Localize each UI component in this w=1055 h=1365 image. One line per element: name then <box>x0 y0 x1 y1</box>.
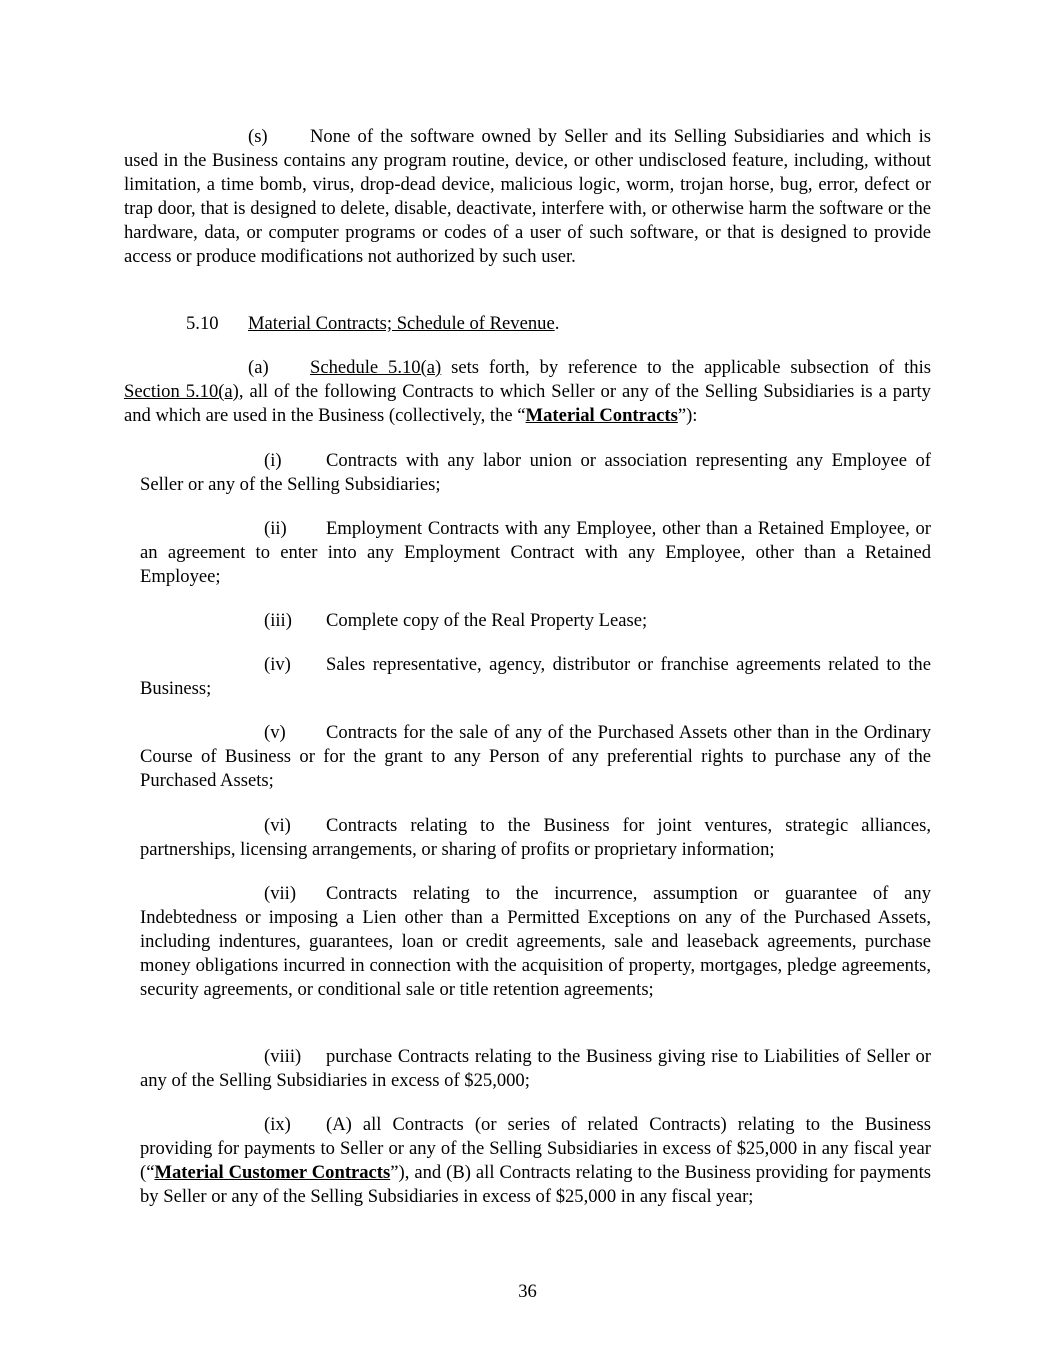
list-item-viii <box>140 1045 931 1093</box>
list-item-ix-text-2: ”), and (B) all Contracts relating to the Business providing for payments by Seller or any of the Selling Subsidiaries in excess of $25,000 in any fiscal year; <box>140 1162 932 1207</box>
list-item-text: Contracts for the sale of any of the Purchased Assets other than in the Ordinary Course of Business or for the grant to any Person of any preferential rights to purchase any of the Purchased Assets; <box>140 722 931 791</box>
list-item-i <box>140 449 931 497</box>
section-title: Material Contracts; Schedule of Revenue <box>248 313 555 334</box>
list-item-text: Complete copy of the Real Property Lease; <box>326 610 648 631</box>
paragraph-s <box>124 125 931 269</box>
paragraph-a-label: (a) <box>248 357 269 378</box>
list-item-vii <box>140 882 931 1002</box>
list-item-iv <box>140 653 931 701</box>
defined-term-material-customer-contracts: Material Customer Contracts <box>154 1162 391 1183</box>
list-item-label: (viii) <box>264 1046 302 1067</box>
list-item-text: Sales representative, agency, distributor or franchise agreements related to the Business; <box>140 654 931 699</box>
list-item-label: (ii) <box>264 518 287 539</box>
list-item-text: Employment Contracts with any Employee, other than a Retained Employee, or an agreement to enter into any Employment Contract with any Employee, other than a Retained Employee; <box>140 518 931 587</box>
list-item-text: purchase Contracts relating to the Business giving rise to Liabilities of Seller or any of the Selling Subsidiaries in excess of $25,000; <box>140 1046 931 1091</box>
paragraph-s-label: (s) <box>248 126 268 147</box>
list-item-label: (i) <box>264 450 282 471</box>
list-item-text: Contracts relating to the incurrence, assumption or guarantee of any Indebtedness or imposing a Lien other than a Permitted Exceptions on any of the Purchased Assets, including indentures, guarantees, loan or credit agreements, sale and leaseback agreements, purchase money obligations incurred in connection with the acquisition of property, mortgages, pledge agreements, security agreements, or conditional sale or title retention agreements; <box>140 883 931 1000</box>
list-item-vi <box>140 814 931 862</box>
list-item-v <box>140 721 931 793</box>
paragraph-a <box>124 356 931 428</box>
defined-term-material-contracts: Material Contracts <box>525 405 678 426</box>
list-item-ii <box>140 517 931 589</box>
section-number: 5.10 <box>186 313 219 334</box>
list-item-label: (v) <box>264 722 286 743</box>
list-item-label: (ix) <box>264 1114 291 1135</box>
list-item-text: Contracts with any labor union or association representing any Employee of Seller or any of the Selling Subsidiaries; <box>140 450 931 495</box>
section-title-end: . <box>554 313 560 334</box>
list-item-label: (vi) <box>264 815 291 836</box>
paragraph-a-text-2: , all of the following Contracts to which Seller or any of the Selling Subsidiaries is a party and which are used in the Business (collectively, the “ <box>124 381 931 426</box>
section-5-10-heading <box>186 312 559 336</box>
list-item-ix-text-1: (A) all Contracts (or series of related Contracts) relating to the Business providing for payments to Seller or any of the Selling Subsidiaries in excess of $25,000 in any fiscal year (“ <box>140 1114 931 1183</box>
section-reference: Section 5.10(a) <box>124 381 239 402</box>
schedule-reference: Schedule 5.10(a) <box>310 357 442 378</box>
list-item-label: (iii) <box>264 610 292 631</box>
list-item-label: (vii) <box>264 883 297 904</box>
list-item-iii <box>140 609 931 633</box>
paragraph-a-text-3: ”): <box>677 405 698 426</box>
page-number: 36 <box>518 1281 537 1302</box>
list-item-ix <box>140 1113 931 1209</box>
paragraph-a-text-1: sets forth, by reference to the applicable subsection of this <box>441 357 932 378</box>
list-item-label: (iv) <box>264 654 291 675</box>
paragraph-s-text: None of the software owned by Seller and its Selling Subsidiaries and which is used in the Business contains any program routine, device, or other undisclosed feature, including, without limitation, a time bomb, virus, drop-dead device, malicious logic, worm, trojan horse, bug, error, defect or trap door, that is designed to delete, disable, deactivate, interfere with, or otherwise harm the software or the hardware, data, or computer programs or codes of a user of such software, or that is designed to provide access or produce modifications not authorized by such user. <box>124 126 931 267</box>
list-item-text: Contracts relating to the Business for joint ventures, strategic alliances, partnerships, licensing arrangements, or sharing of profits or proprietary information; <box>140 815 931 860</box>
